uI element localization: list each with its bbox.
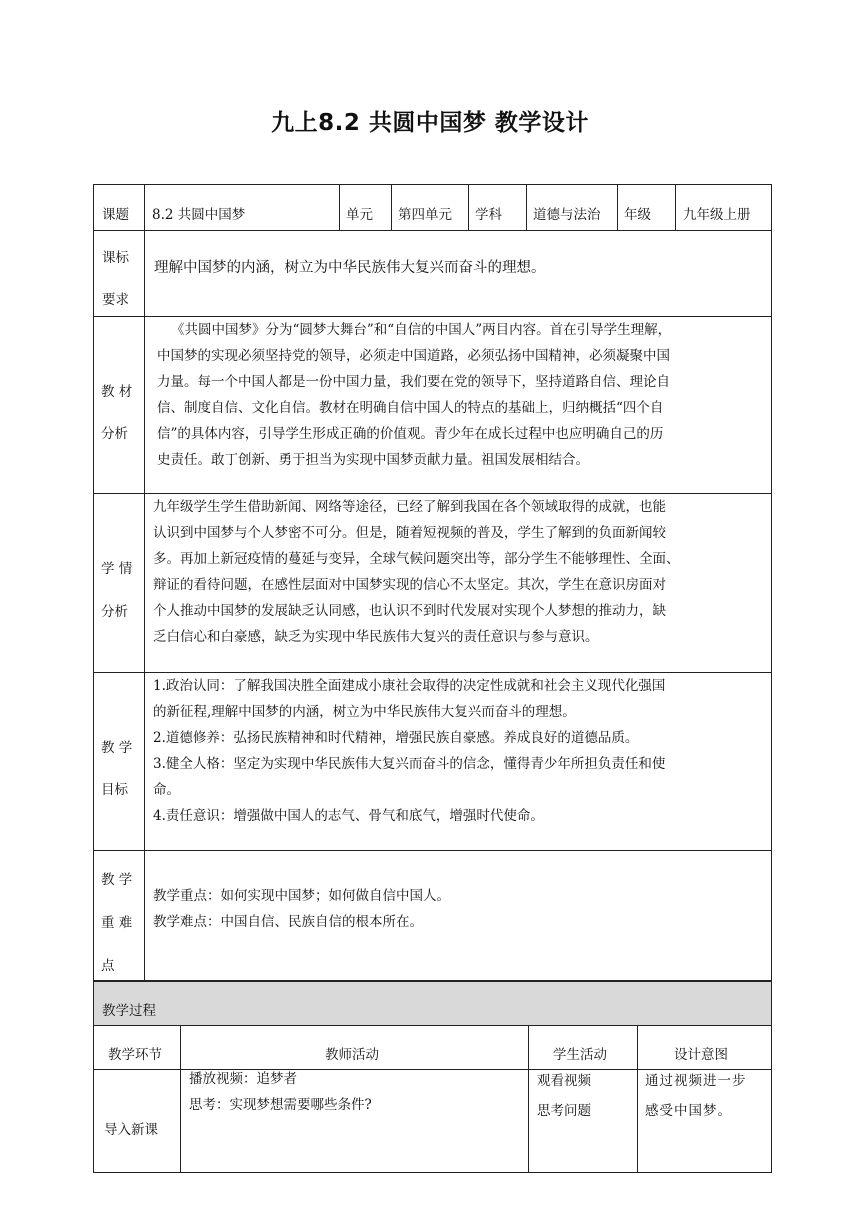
goals-label: 教 学 bbox=[101, 740, 133, 756]
process-left-border bbox=[93, 981, 94, 1173]
column-header-intent: 设计意图 bbox=[674, 1047, 728, 1063]
intent-cell bbox=[645, 1066, 747, 1126]
process-right-border bbox=[771, 981, 772, 1173]
info-divider bbox=[675, 184, 676, 230]
text-line: 的新征程,理解中国梦的内涵，树立为中华民族伟大复兴而奋斗的理想。 bbox=[153, 704, 576, 720]
table-right-border bbox=[771, 184, 772, 981]
goals-label: 目标 bbox=[101, 782, 128, 798]
column-header-teacher: 教师活动 bbox=[325, 1047, 379, 1063]
grade-label: 年级 bbox=[624, 207, 651, 223]
process-row-divider bbox=[93, 1025, 772, 1026]
goals-text bbox=[153, 673, 665, 829]
process-header-shade bbox=[93, 982, 771, 1025]
table-left-border bbox=[93, 184, 94, 981]
process-header: 教学过程 bbox=[102, 1003, 156, 1019]
text-line: 中国梦的实现必须坚持党的领导，必须走中国道路，必须弘扬中国精神，必须凝聚中国 bbox=[157, 348, 670, 364]
text-line: 感受中国梦。 bbox=[645, 1103, 732, 1119]
text-line: 乏白信心和白豪感，缺乏为实现中华民族伟大复兴的责任意识与参与意识。 bbox=[153, 629, 599, 645]
standard-label: 要求 bbox=[102, 292, 129, 308]
info-divider bbox=[468, 184, 469, 230]
text-line: 教学重点：如何实现中国梦；如何做自信中国人。 bbox=[153, 888, 450, 904]
row-divider bbox=[93, 230, 772, 231]
row-divider bbox=[93, 850, 772, 851]
text-line: 1.政治认同：了解我国决胜全面建成小康社会取得的决定性成就和社会主义现代化强国 bbox=[153, 678, 666, 694]
unit-label: 单元 bbox=[346, 207, 373, 223]
keypoints-text bbox=[153, 883, 450, 935]
course-value: 8.2 共圆中国梦 bbox=[152, 207, 246, 223]
info-divider bbox=[617, 184, 618, 230]
standard-label: 课标 bbox=[102, 250, 129, 266]
text-line: 九年级学生学生借助新闻、网络等途径，已经了解到我国在各个领域取得的成就，也能 bbox=[153, 499, 666, 515]
students-label: 分析 bbox=[101, 604, 128, 620]
standard-text: 理解中国梦的内涵，树立为中华民族伟大复兴而奋斗的理想。 bbox=[154, 260, 546, 276]
process-col-divider bbox=[637, 1025, 638, 1173]
text-line: 思考：实现梦想需要哪些条件? bbox=[189, 1097, 372, 1113]
text-line: 信”的具体内容，引导学生形成正确的价值观。青少年在成长过程中也应明确自己的历 bbox=[157, 426, 664, 442]
process-bottom-border bbox=[93, 1172, 772, 1173]
text-line: 4.责任意识：增强做中国人的志气、骨气和底气，增强时代使命。 bbox=[153, 808, 544, 824]
course-label: 课题 bbox=[102, 207, 129, 223]
info-divider bbox=[339, 184, 340, 230]
text-line: 思考问题 bbox=[537, 1103, 591, 1119]
text-line: 史责任。敢丁创新、勇于担当为实现中国梦贡献力量。祖国发展相结合。 bbox=[157, 452, 589, 468]
student-cell bbox=[537, 1066, 591, 1126]
text-line: 2.道德修养：弘扬民族精神和时代精神，增强民族自豪感。养成良好的道德品质。 bbox=[153, 730, 639, 746]
keypoints-label: 教 学 bbox=[101, 872, 133, 888]
grade-value: 九年级上册 bbox=[683, 207, 751, 223]
document-title: 九上8.2 共圆中国梦 教学设计 bbox=[271, 110, 589, 136]
text-line: 观看视频 bbox=[537, 1073, 591, 1089]
text-line: 辩证的看待问题，在感性层面对中国梦实现的信心不太坚定。其次，学生在意识房面对 bbox=[153, 577, 666, 593]
text-line: 个人推动中国梦的发展缺乏认同感，也认识不到时代发展对实现个人梦想的推动力，缺 bbox=[153, 603, 666, 619]
text-line: 教学难点：中国自信、民族自信的根本所在。 bbox=[153, 914, 423, 930]
column-header-student: 学生活动 bbox=[553, 1047, 607, 1063]
students-text bbox=[153, 494, 680, 650]
stage-cell: 导入新课 bbox=[104, 1122, 158, 1138]
text-line: 多。再加上新冠疫情的蔓延与变异，全球气候问题突出等，部分学生不能够理性、全面、 bbox=[153, 551, 680, 567]
material-text bbox=[157, 317, 671, 473]
subject-value: 道德与法治 bbox=[533, 207, 601, 223]
column-header-stage: 教学环节 bbox=[108, 1047, 162, 1063]
table-top-border bbox=[93, 184, 772, 185]
process-top-border bbox=[93, 981, 772, 982]
keypoints-label: 点 bbox=[101, 958, 115, 974]
label-column-divider bbox=[144, 184, 145, 981]
text-line: 《共圆中国梦》分为“圆梦大舞台”和“自信的中国人”两目内容。首在引导学生理解， bbox=[171, 322, 672, 338]
students-label: 学 情 bbox=[101, 561, 133, 577]
info-divider bbox=[526, 184, 527, 230]
material-label: 教 材 bbox=[101, 384, 133, 400]
text-line: 信、制度自信、文化自信。教材在明确自信中国人的特点的基础上，归纳概括“四个自 bbox=[157, 400, 664, 416]
unit-value: 第四单元 bbox=[398, 207, 452, 223]
info-divider bbox=[391, 184, 392, 230]
text-line: 命。 bbox=[153, 782, 180, 798]
text-line: 3.健全人格：坚定为实现中华民族伟大复兴而奋斗的信念，懂得青少年所担负责任和使 bbox=[153, 756, 666, 772]
process-col-divider bbox=[180, 1025, 181, 1173]
text-line: 力量。每一个中国人都是一份中国力量，我们要在党的领导下，坚持道路自信、理论自 bbox=[157, 374, 670, 390]
text-line: 播放视频：追梦者 bbox=[189, 1071, 297, 1087]
text-line: 通过视频进一步 bbox=[645, 1073, 747, 1089]
teacher-cell bbox=[189, 1066, 372, 1118]
keypoints-label: 重 难 bbox=[101, 915, 133, 931]
text-line: 认识到中国梦与个人梦密不可分。但是，随着短视频的普及，学生了解到的负面新闻较 bbox=[153, 525, 666, 541]
process-col-divider bbox=[528, 1025, 529, 1173]
subject-label: 学科 bbox=[475, 207, 502, 223]
material-label: 分析 bbox=[101, 426, 128, 442]
